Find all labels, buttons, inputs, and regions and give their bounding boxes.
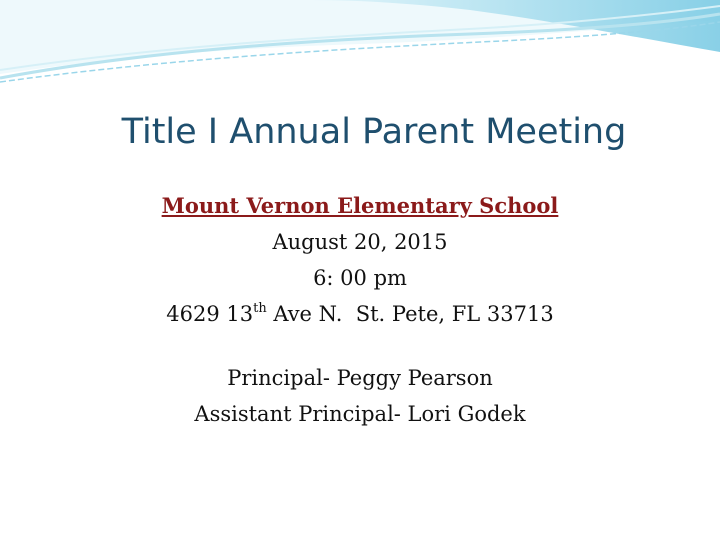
address-rest: Ave N. St. Pete, FL 33713 [266,302,554,326]
meeting-address [0,296,720,332]
address-number: 4629 13 [166,302,254,326]
meeting-details [0,188,720,432]
slide-title: Title I Annual Parent Meeting [121,112,627,152]
principal-name: Principal- Peggy Pearson [227,366,493,390]
school-name: Mount Vernon Elementary School [161,193,559,218]
meeting-time: 6: 00 pm [313,266,407,290]
decorative-wave-banner [0,0,720,100]
meeting-date: August 20, 2015 [272,230,448,254]
address-ordinal-suffix: th [253,301,267,316]
assistant-principal-name: Assistant Principal- Lori Godek [194,402,526,426]
